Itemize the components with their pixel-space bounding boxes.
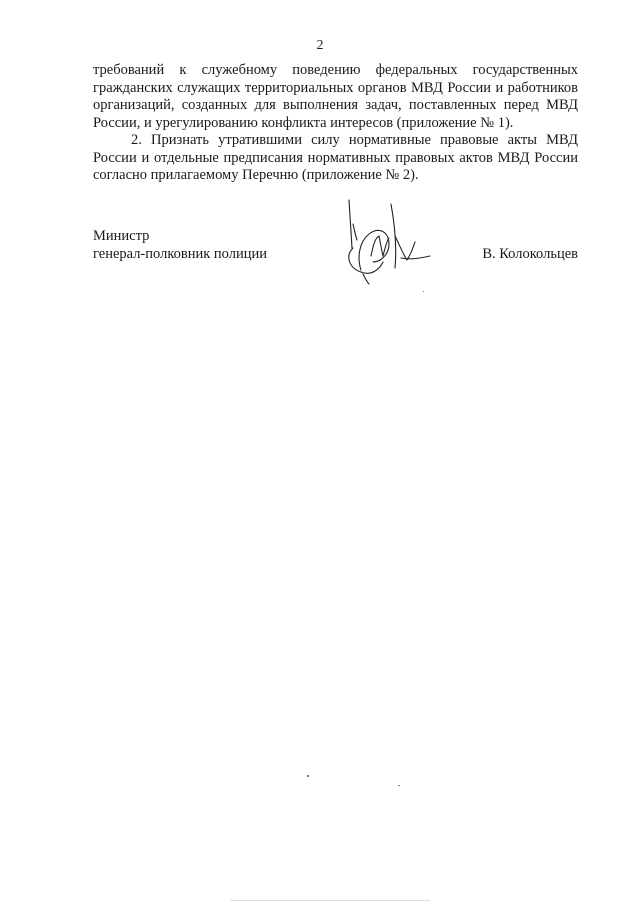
signatory-title: [93, 228, 267, 263]
signatory-name: В. Колокольцев: [482, 245, 578, 262]
signatory-rank: генерал-полковник полиции: [93, 245, 268, 262]
handwritten-signature: [335, 196, 435, 286]
signatory-position: Министр: [93, 228, 150, 244]
scan-edge-line: [230, 900, 430, 901]
paragraph-item-2: 2. Признать утратившими силу нормативные правовые акты МВД России и отдельные предписания нормативных правовых актов МВД России согласно прилагаемому Перечню (приложение № 2).: [93, 132, 578, 183]
page-number: 2: [316, 38, 324, 53]
paragraph-continuation: требований к служебному поведению федеральных государственных гражданских служащих территориальных органов МВД России и работников организаций, созданных для выполнения задач, поставленных перед МВД России, и урегулированию конфликта интересов (приложение № 1).: [93, 62, 578, 131]
scan-speck: [398, 785, 400, 786]
scan-speck: [423, 291, 424, 292]
document-body: [93, 62, 578, 185]
scan-speck: [307, 775, 309, 777]
